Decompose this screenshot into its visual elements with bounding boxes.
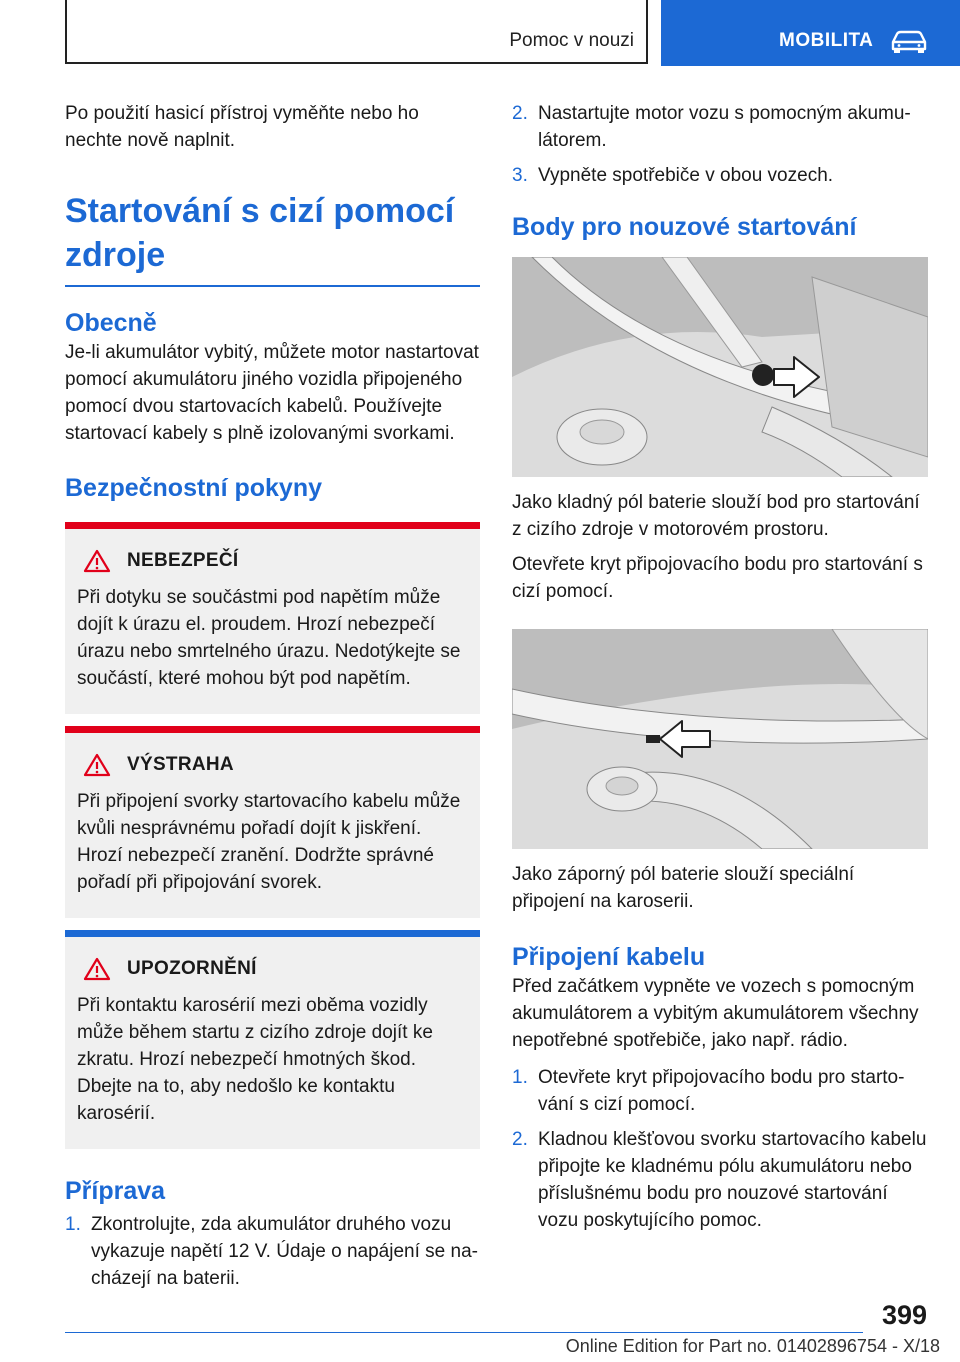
section-title-line1: Startování s cizí pomocí — [65, 192, 455, 230]
notice-text: Při kontaktu karosérií mezi oběma vozidly může během startu z cizího zdroje dojít ke zkratu. Hrozí nebezpečí hmotných škod. Dbejte na to, aby nedošlo ke kontaktu karosérií. — [77, 995, 433, 1124]
notice-box — [65, 930, 480, 1149]
list-item-text: Kladnou klešťovou svorku startovacího kabelu připojte ke kladnému pólu akumulátoru nebo příslušnému bodu pro nouzové startování vozu poskytujícího pomoc. — [538, 1129, 927, 1231]
warning-title: VÝSTRAHA — [127, 754, 234, 775]
list-item — [512, 162, 928, 189]
car-icon — [889, 28, 929, 54]
general-heading: Obecně — [65, 309, 157, 337]
list-item-text: Vypněte spotřebiče v obou vozech. — [538, 165, 834, 186]
connect-text: Před začátkem vypněte ve vozech s pomocným akumulátorem a vybitým akumulátorem všechny nepotřebné spotřebiče, jako např. rádio. — [512, 976, 919, 1051]
notice-title: UPOZORNĚNÍ — [127, 958, 257, 979]
list-item-text: Zkontrolujte, zda akumulátor druhého vozu vykazuje napětí 12 V. Údaje o napájení se nacházejí na baterii. — [91, 1214, 478, 1289]
list-item-number: 1. — [65, 1214, 81, 1235]
list-item — [512, 1064, 928, 1118]
intro-text: Po použití hasicí přístroj vyměňte nebo ho nechte nově naplnit. — [65, 103, 419, 151]
header-chapter-tab[interactable] — [661, 0, 960, 66]
warning-bar — [65, 726, 480, 733]
footer-rule — [65, 1332, 863, 1333]
danger-title: NEBEZPEČÍ — [127, 550, 239, 571]
list-item-text: Nastartujte motor vozu s pomocným akumulátorem. — [538, 103, 911, 151]
list-item — [512, 1126, 928, 1234]
header-section-box — [65, 0, 648, 64]
warning-triangle-icon — [83, 549, 111, 573]
left-column — [65, 100, 480, 1292]
warning-triangle-icon — [83, 957, 111, 981]
connect-heading: Připojení kabelu — [512, 943, 706, 971]
warning-text: Při připojení svorky startovacího kabelu může kvůli nesprávnému pořadí dojít k jiskření. Hrozí nebezpečí zranění. Dodržte správné pořadí při připojování svorek. — [77, 791, 461, 893]
header-section-title: Pomoc v nouzi — [509, 30, 634, 51]
safety-heading: Bezpečnostní pokyny — [65, 474, 322, 502]
notice-bar — [65, 930, 480, 937]
warning-triangle-icon — [83, 753, 111, 777]
list-item-number: 1. — [512, 1067, 528, 1088]
caption-positive-pole: Jako kladný pól baterie slouží bod pro startování z cizího zdroje v motorovém prostoru. — [512, 492, 920, 540]
right-column — [512, 100, 928, 1234]
section-title-line2: zdroje — [65, 236, 166, 274]
chapter-tab-label: MOBILITA — [779, 30, 874, 51]
caption-open-cover: Otevřete kryt připojovacího bodu pro startování s cizí pomocí. — [512, 554, 923, 602]
page-number: 399 — [882, 1300, 928, 1330]
list-item-number: 3. — [512, 165, 528, 186]
prep-heading: Příprava — [65, 1177, 166, 1205]
engine-bay-negative-photo — [512, 629, 928, 849]
danger-box — [65, 522, 480, 714]
list-item-number: 2. — [512, 1129, 528, 1150]
points-heading: Body pro nouzové startování — [512, 213, 857, 241]
list-item-text: Otevřete kryt připojovacího bodu pro startování s cizí pomocí. — [538, 1067, 905, 1115]
warning-box — [65, 726, 480, 918]
footer-edition-text: Online Edition for Part no. 01402896754 - X/18 — [565, 1336, 940, 1356]
danger-bar — [65, 522, 480, 529]
list-item-number: 2. — [512, 103, 528, 124]
engine-bay-positive-photo — [512, 257, 928, 477]
list-item — [512, 100, 928, 154]
general-text: Je-li akumulátor vybitý, můžete motor nastartovat pomocí akumulátoru jiného vozidla připojeného pomocí dvou startovacích kabelů. Používejte startovací kabely s plně izolovanými svorkami. — [65, 342, 479, 444]
section-title — [65, 189, 480, 277]
danger-text: Při dotyku se součástmi pod napětím může dojít k úrazu el. proudem. Hrozí nebezpečí úrazu nebo smrtelného úrazu. Nedotýkejte se součástí, které mohou být pod napětím. — [77, 587, 461, 689]
caption-negative-pole: Jako záporný pól baterie slouží speciální připojení na karoserii. — [512, 864, 855, 912]
list-item — [65, 1211, 480, 1292]
